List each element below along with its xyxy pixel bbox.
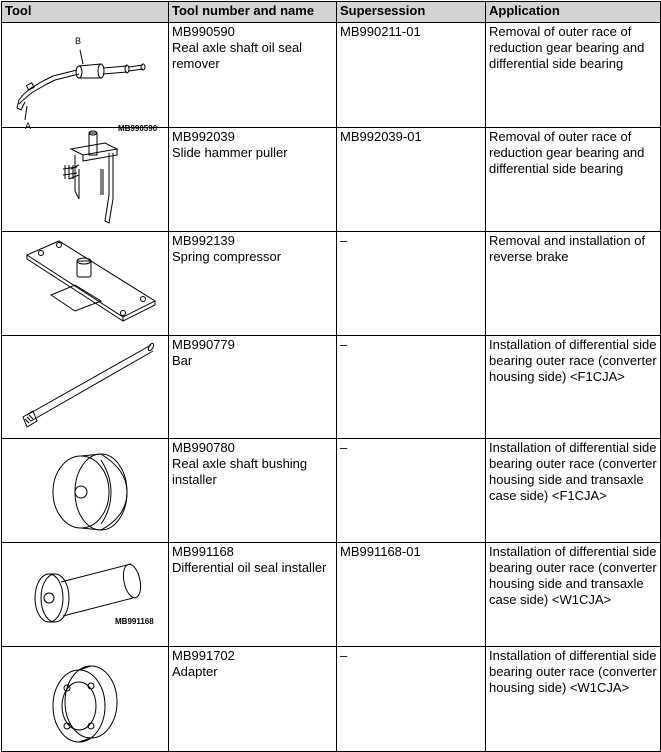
tool-number-name-cell [169,439,337,543]
application-cell: Installation of differential side bearing outer race (converter housing side) <F1CJA> [486,336,661,439]
tool-image-cell [2,128,169,232]
supersession-cell: – [337,336,486,439]
tool-number-name-cell [169,23,337,128]
supersession-cell: MB992039-01 [337,128,486,232]
slide-hammer-puller-icon [5,129,172,229]
table-row [2,232,661,336]
supersession-cell: – [337,439,486,543]
header-tool: Tool [2,2,169,23]
oil-seal-installer-icon [5,544,172,644]
bushing-installer-icon [5,440,172,540]
tool-number: MB991168 [172,544,234,559]
tool-image-cell [2,543,169,647]
application-cell: Removal of outer race of reduction gear bearing and differential side bearing [486,23,661,128]
adapter-icon [5,648,172,748]
tool-name: Slide hammer puller [172,145,288,160]
tool-name: Spring compressor [172,249,282,264]
tool-name: Differential oil seal installer [172,560,327,575]
label-b: B [75,36,82,46]
tool-name: Bar [172,353,193,368]
table-row [2,543,661,647]
table-header-row [2,2,661,23]
table-row [2,23,661,128]
tool-code-label: MB991168 [115,617,154,626]
supersession-cell: – [337,647,486,752]
tool-number-name-cell [169,543,337,647]
tool-image-cell [2,647,169,752]
spring-compressor-icon [5,233,172,333]
tool-image-cell [2,232,169,336]
tool-number: MB991702 [172,648,235,663]
table-row [2,128,661,232]
application-cell: Installation of differential side bearing outer race (converter housing side and transaxle case side) <F1CJA> [486,439,661,543]
application-cell: Installation of differential side bearing outer race (converter housing side) <W1CJA> [486,647,661,752]
tool-number: MB992039 [172,129,235,144]
tool-image-cell [2,336,169,439]
tool-code-label: MB990590 [118,124,158,133]
application-cell: Removal and installation of reverse brake [486,232,661,336]
table-row [2,439,661,543]
tool-name: Adapter [172,664,218,679]
tool-image-cell [2,439,169,543]
supersession-cell: MB990211-01 [337,23,486,128]
application-cell: Removal of outer race of reduction gear bearing and differential side bearing [486,128,661,232]
tool-number: MB990779 [172,337,235,352]
oil-seal-remover-icon [5,24,172,133]
tool-name: Real axle shaft oil seal remover [172,40,303,71]
supersession-cell: – [337,232,486,336]
tool-number-name-cell [169,128,337,232]
tool-number-name-cell [169,232,337,336]
supersession-cell: MB991168-01 [337,543,486,647]
bar-icon [5,337,172,437]
application-cell: Installation of differential side bearing outer race (converter housing side and transaxle case side) <W1CJA> [486,543,661,647]
tool-name: Real axle shaft bushing installer [172,456,308,487]
tool-number: MB990590 [172,24,235,39]
header-supersession: Supersession [337,2,486,23]
table-row [2,647,661,752]
header-application: Application [486,2,661,23]
header-tool-number-and-name: Tool number and name [169,2,337,23]
tool-number: MB990780 [172,440,235,455]
table-row [2,336,661,439]
label-a: A [25,121,32,131]
tool-image-cell [2,23,169,133]
tool-number-name-cell [169,336,337,439]
tool-number: MB992139 [172,233,235,248]
tool-number-name-cell [169,647,337,752]
special-tools-table [1,1,661,752]
